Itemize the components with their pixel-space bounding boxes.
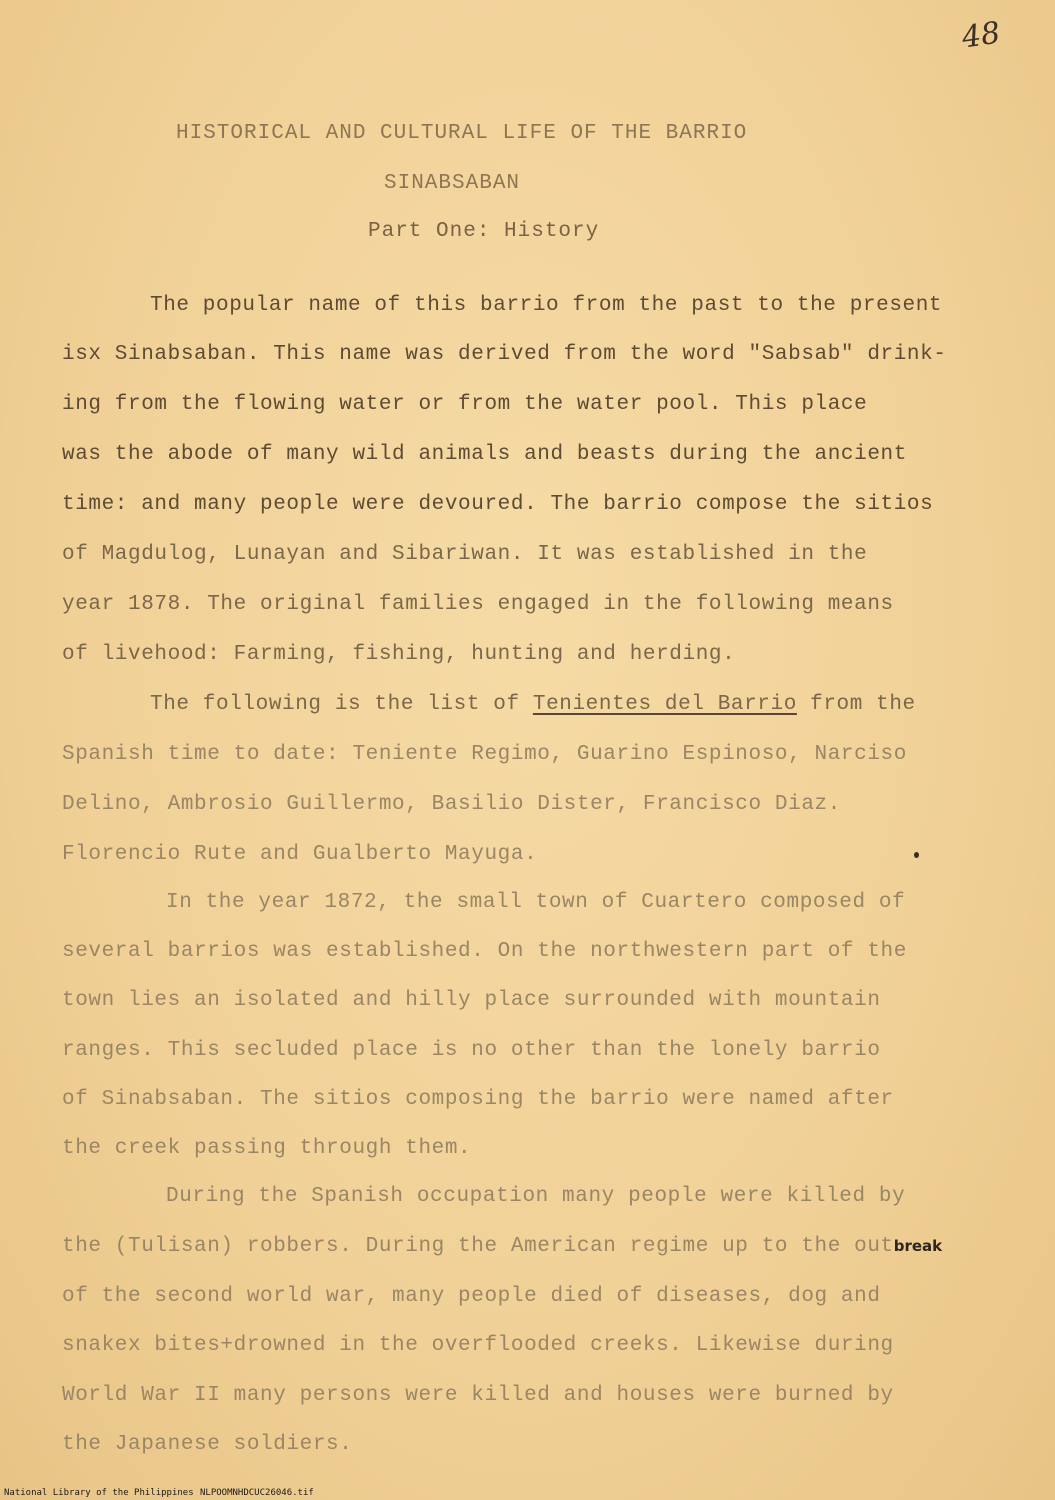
barrio-name-heading: SINABSABAN — [384, 172, 521, 195]
body-line: town lies an isolated and hilly place surrounded with mountain — [62, 989, 881, 1012]
handwritten-page-number: 48 — [959, 15, 1003, 56]
body-line: year 1878. The original families engaged in the following means — [62, 593, 894, 616]
section-heading: Part One: History — [368, 220, 600, 243]
scan-footer — [0, 1488, 1055, 1500]
body-line: isx Sinabsaban. This name was derived from the word "Sabsab" drink- — [62, 343, 947, 366]
body-line: of Magdulog, Lunayan and Sibariwan. It was established in the — [62, 543, 868, 566]
body-line: Delino, Ambrosio Guillermo, Basilio Dister, Francisco Diaz. — [62, 793, 841, 816]
body-line: ing from the flowing water or from the water pool. This place — [62, 393, 868, 416]
body-line: was the abode of many wild animals and beasts during the ancient — [62, 443, 907, 466]
body-line: of livehood: Farming, fishing, hunting and herding. — [62, 643, 736, 666]
library-credit: National Library of the Philippines — [4, 1488, 194, 1498]
body-line: In the year 1872, the small town of Cuartero composed of — [166, 891, 906, 914]
handwritten-correction: break — [893, 1237, 943, 1255]
body-line: snakex bites+drowned in the overflooded creeks. Likewise during — [62, 1334, 894, 1357]
underlined-term: Tenientes del Barrio — [532, 693, 797, 716]
body-line: the (Tulisan) robbers. During the American regime up to the outbreak — [62, 1235, 943, 1258]
body-line: of the second world war, many people died of diseases, dog and — [62, 1285, 881, 1308]
body-line: During the Spanish occupation many people were killed by — [166, 1185, 906, 1208]
body-line: of Sinabsaban. The sitios composing the barrio were named after — [62, 1088, 894, 1111]
document-title: HISTORICAL AND CULTURAL LIFE OF THE BARRIO — [176, 122, 748, 145]
body-line: Spanish time to date: Teniente Regimo, Guarino Espinoso, Narciso — [62, 743, 907, 766]
body-line: The popular name of this barrio from the past to the present — [150, 294, 943, 317]
scan-filename: NLPOOMNHDCUC26046.tif — [200, 1488, 314, 1498]
body-line: The following is the list of Tenientes del Barrio from the — [150, 693, 916, 716]
body-line: the Japanese soldiers. — [62, 1433, 353, 1456]
body-line: several barrios was established. On the northwestern part of the — [62, 940, 907, 963]
body-line: ranges. This secluded place is no other than the lonely barrio — [62, 1039, 881, 1062]
body-line: time: and many people were devoured. The barrio compose the sitios — [62, 493, 934, 516]
body-line: World War II many persons were killed and houses were burned by — [62, 1384, 894, 1407]
body-line: the creek passing through them. — [62, 1137, 472, 1160]
body-line: Florencio Rute and Gualberto Mayuga. — [62, 843, 538, 866]
ink-mark — [914, 852, 919, 858]
